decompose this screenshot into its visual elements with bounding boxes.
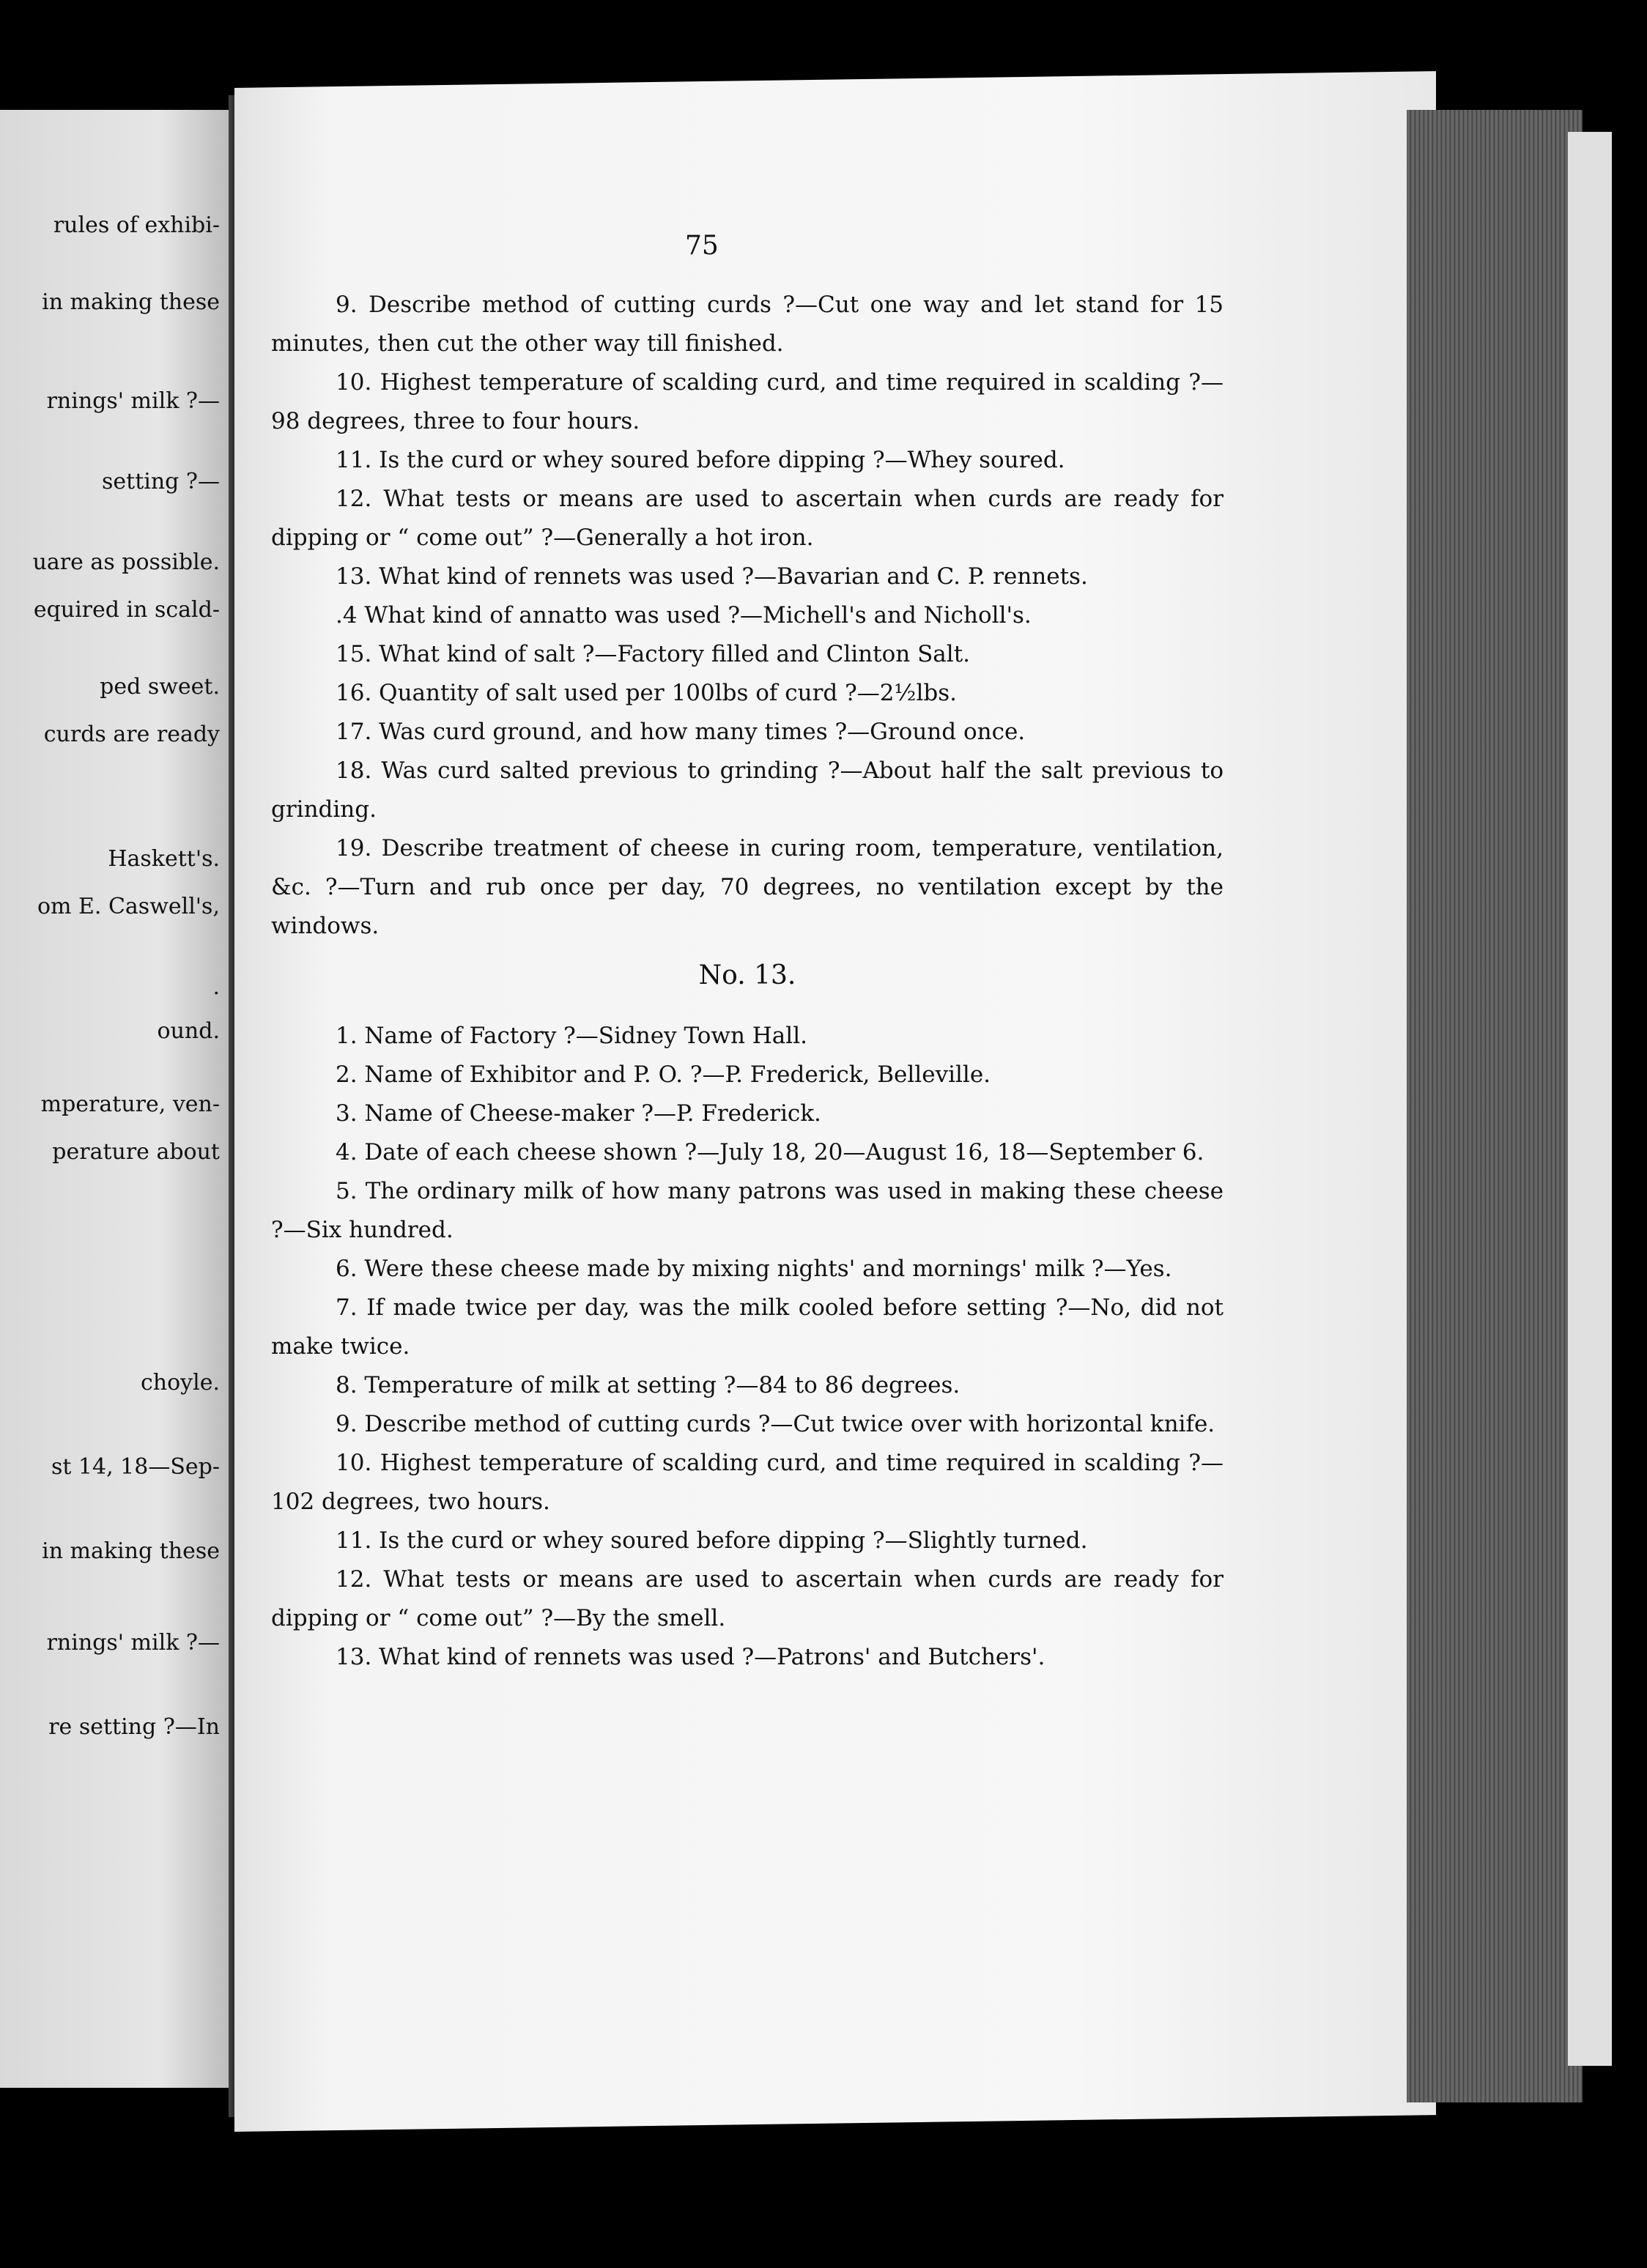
question-item: 6. Were these cheese made by mixing nights' and mornings' milk ?—Yes. (336, 1256, 1172, 1282)
left-page-line: uare as possible. (32, 549, 220, 575)
left-page-line: rnings' milk ?— (46, 388, 220, 414)
left-page-line: mperature, ven- (40, 1092, 220, 1117)
question-item: 12. What tests or means are used to ascertain when curds are ready for dipping or “ come out” ?—By the smell. (271, 1566, 1224, 1631)
question-item: 13. What kind of rennets was used ?—Bavarian and C. P. rennets. (336, 563, 1088, 590)
page-number: 75 (685, 231, 719, 261)
left-page-line: rules of exhibi- (53, 212, 220, 238)
left-page-line: re setting ?—In (48, 1714, 220, 1740)
left-page-line: equired in scald- (33, 597, 220, 623)
question-item: 1. Name of Factory ?—Sidney Town Hall. (336, 1023, 807, 1049)
left-page-line: setting ?— (101, 469, 220, 494)
left-page-line: rnings' milk ?— (46, 1630, 220, 1656)
section-12-continued (271, 286, 1224, 946)
left-page-line: st 14, 18—Sep- (51, 1454, 220, 1480)
left-page-line: ound. (157, 1018, 220, 1044)
left-page-line: in making these (42, 1538, 220, 1564)
question-item: 19. Describe treatment of cheese in curing room, temperature, ventilation, &c. ?—Turn and rub once per day, 70 degrees, no ventilation except by the windows. (271, 835, 1224, 939)
question-item: 9. Describe method of cutting curds ?—Cut one way and let stand for 15 minutes, then cut the other way till finished. (271, 292, 1224, 357)
question-item: 11. Is the curd or whey soured before dipping ?—Slightly turned. (336, 1527, 1088, 1554)
section-13 (271, 1017, 1224, 1677)
question-item: 11. Is the curd or whey soured before dipping ?—Whey soured. (336, 447, 1065, 473)
page-edges (1407, 110, 1583, 2102)
question-item: 10. Highest temperature of scalding curd, and time required in scalding ?—98 degrees, three to four hours. (271, 369, 1224, 434)
left-page-line: curds are ready (43, 722, 220, 747)
question-item: 10. Highest temperature of scalding curd, and time required in scalding ?—102 degrees, two hours. (271, 1450, 1224, 1515)
back-cover-edge (1568, 132, 1612, 2066)
left-page-line: in making these (42, 289, 220, 315)
left-page-line: choyle. (140, 1370, 220, 1396)
left-page-line: perature about (52, 1139, 220, 1165)
question-item: 2. Name of Exhibitor and P. O. ?—P. Frederick, Belleville. (336, 1061, 991, 1088)
question-item: 3. Name of Cheese-maker ?—P. Frederick. (336, 1100, 821, 1127)
question-item: 5. The ordinary milk of how many patrons was used in making these cheese ?—Six hundred. (271, 1178, 1224, 1243)
left-page-line: Haskett's. (108, 846, 220, 872)
question-item: 8. Temperature of milk at setting ?—84 to 86 degrees. (336, 1372, 961, 1398)
question-item: 13. What kind of rennets was used ?—Patrons' and Butchers'. (336, 1644, 1045, 1670)
page-text (271, 220, 1224, 1677)
question-item: 9. Describe method of cutting curds ?—Cut twice over with horizontal knife. (336, 1411, 1215, 1437)
question-item: 12. What tests or means are used to ascertain when curds are ready for dipping or “ come out” ?—Generally a hot iron. (271, 486, 1224, 551)
question-item: .4 What kind of annatto was used ?—Michell's and Nicholl's. (336, 602, 1032, 629)
question-item: 4. Date of each cheese shown ?—July 18, 20—August 16, 18—September 6. (336, 1139, 1204, 1166)
left-page-line: . (212, 974, 220, 1000)
question-item: 17. Was curd ground, and how many times ?—Ground once. (336, 719, 1026, 745)
left-page-line: ped sweet. (100, 674, 220, 700)
section-heading: No. 13. (698, 960, 796, 990)
question-item: 16. Quantity of salt used per 100lbs of curd ?—2½lbs. (336, 680, 958, 706)
left-facing-page (0, 110, 229, 2088)
question-item: 15. What kind of salt ?—Factory filled and Clinton Salt. (336, 641, 971, 667)
question-item: 7. If made twice per day, was the milk cooled before setting ?—No, did not make twice. (271, 1294, 1224, 1360)
left-page-line: om E. Caswell's, (37, 894, 220, 919)
question-item: 18. Was curd salted previous to grinding ?—About half the salt previous to grinding. (271, 757, 1224, 823)
